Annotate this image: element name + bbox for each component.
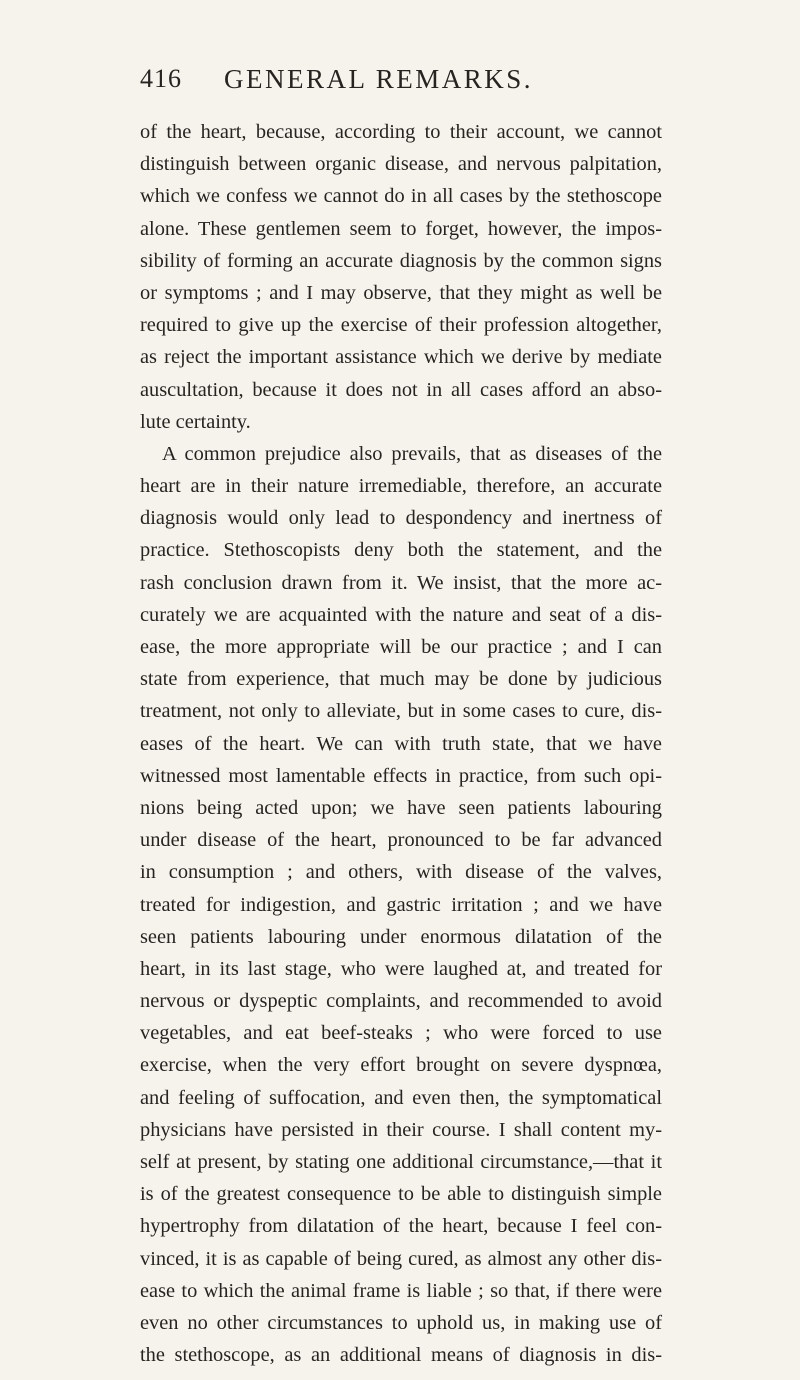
text-line: curately we are acquainted with the nature and seat of a dis- (140, 603, 662, 626)
page-number: 416 (140, 64, 182, 93)
text-line: heart, in its last stage, who were laughed at, and treated for (140, 957, 662, 980)
text-line: vinced, it is as capable of being cured, as almost any other dis- (140, 1247, 662, 1270)
text-line: and feeling of suffocation, and even then, the symptomatical (140, 1086, 662, 1109)
body-text (140, 116, 662, 1371)
text-line: of the heart, because, according to their account, we cannot (140, 121, 662, 143)
text-line: ease to which the animal frame is liable ; so that, if there were (140, 1279, 662, 1302)
text-line: state from experience, that much may be done by judicious (140, 668, 662, 691)
text-line: ease, the more appropriate will be our practice ; and I can (140, 636, 662, 658)
text-line: in consumption ; and others, with disease of the valves, (140, 861, 662, 884)
page-header (140, 64, 662, 114)
text-line: distinguish between organic disease, and nervous palpitation, (140, 153, 662, 176)
text-line: sibility of forming an accurate diagnosis by the common signs (140, 249, 662, 272)
text-line: seen patients labouring under enormous dilatation of the (140, 925, 662, 948)
text-line: diagnosis would only lead to despondency and inertness of (140, 507, 662, 530)
text-line: vegetables, and eat beef-steaks ; who were forced to use (140, 1022, 662, 1045)
text-line: A common prejudice also prevails, that as diseases of the (162, 442, 662, 465)
text-line: rash conclusion drawn from it. We insist, that the more ac- (140, 571, 662, 594)
text-line: witnessed most lamentable effects in practice, from such opi- (140, 764, 662, 787)
text-line: treatment, not only to alleviate, but in some cases to cure, dis- (140, 700, 662, 723)
text-line: which we confess we cannot do in all cases by the stethoscope (140, 185, 662, 208)
text-line: exercise, when the very effort brought on severe dyspnœa, (140, 1054, 662, 1077)
text-line: physicians have persisted in their course. I shall content my- (140, 1118, 662, 1141)
running-head: GENERAL REMARKS. (224, 64, 534, 94)
text-line: alone. These gentlemen seem to forget, however, the impos- (140, 217, 662, 240)
text-line: as reject the important assistance which we derive by mediate (140, 346, 662, 369)
text-line: is of the greatest consequence to be able to distinguish simple (140, 1183, 662, 1206)
text-line: hypertrophy from dilatation of the heart, because I feel con- (140, 1215, 662, 1238)
text-line: or symptoms ; and I may observe, that they might as well be (140, 281, 662, 304)
text-line: nions being acted upon; we have seen patients labouring (140, 796, 662, 819)
text-line: the stethoscope, as an additional means of diagnosis in dis- (140, 1344, 662, 1367)
text-line: auscultation, because it does not in all cases afford an abso- (140, 378, 662, 401)
text-line: practice. Stethoscopists deny both the statement, and the (140, 539, 662, 562)
text-line: self at present, by stating one additional circumstance,—that it (140, 1151, 662, 1173)
text-line: even no other circumstances to uphold us, in making use of (140, 1311, 662, 1334)
text-line: heart are in their nature irremediable, therefore, an accurate (140, 475, 662, 498)
text-line: under disease of the heart, pronounced to be far advanced (140, 829, 662, 852)
text-line: treated for indigestion, and gastric irritation ; and we have (140, 893, 662, 916)
text-line: required to give up the exercise of their profession altogether, (140, 314, 662, 337)
text-line: lute certainty. (140, 410, 251, 433)
text-line: nervous or dyspeptic complaints, and recommended to avoid (140, 990, 662, 1013)
text-line: eases of the heart. We can with truth state, that we have (140, 732, 662, 755)
